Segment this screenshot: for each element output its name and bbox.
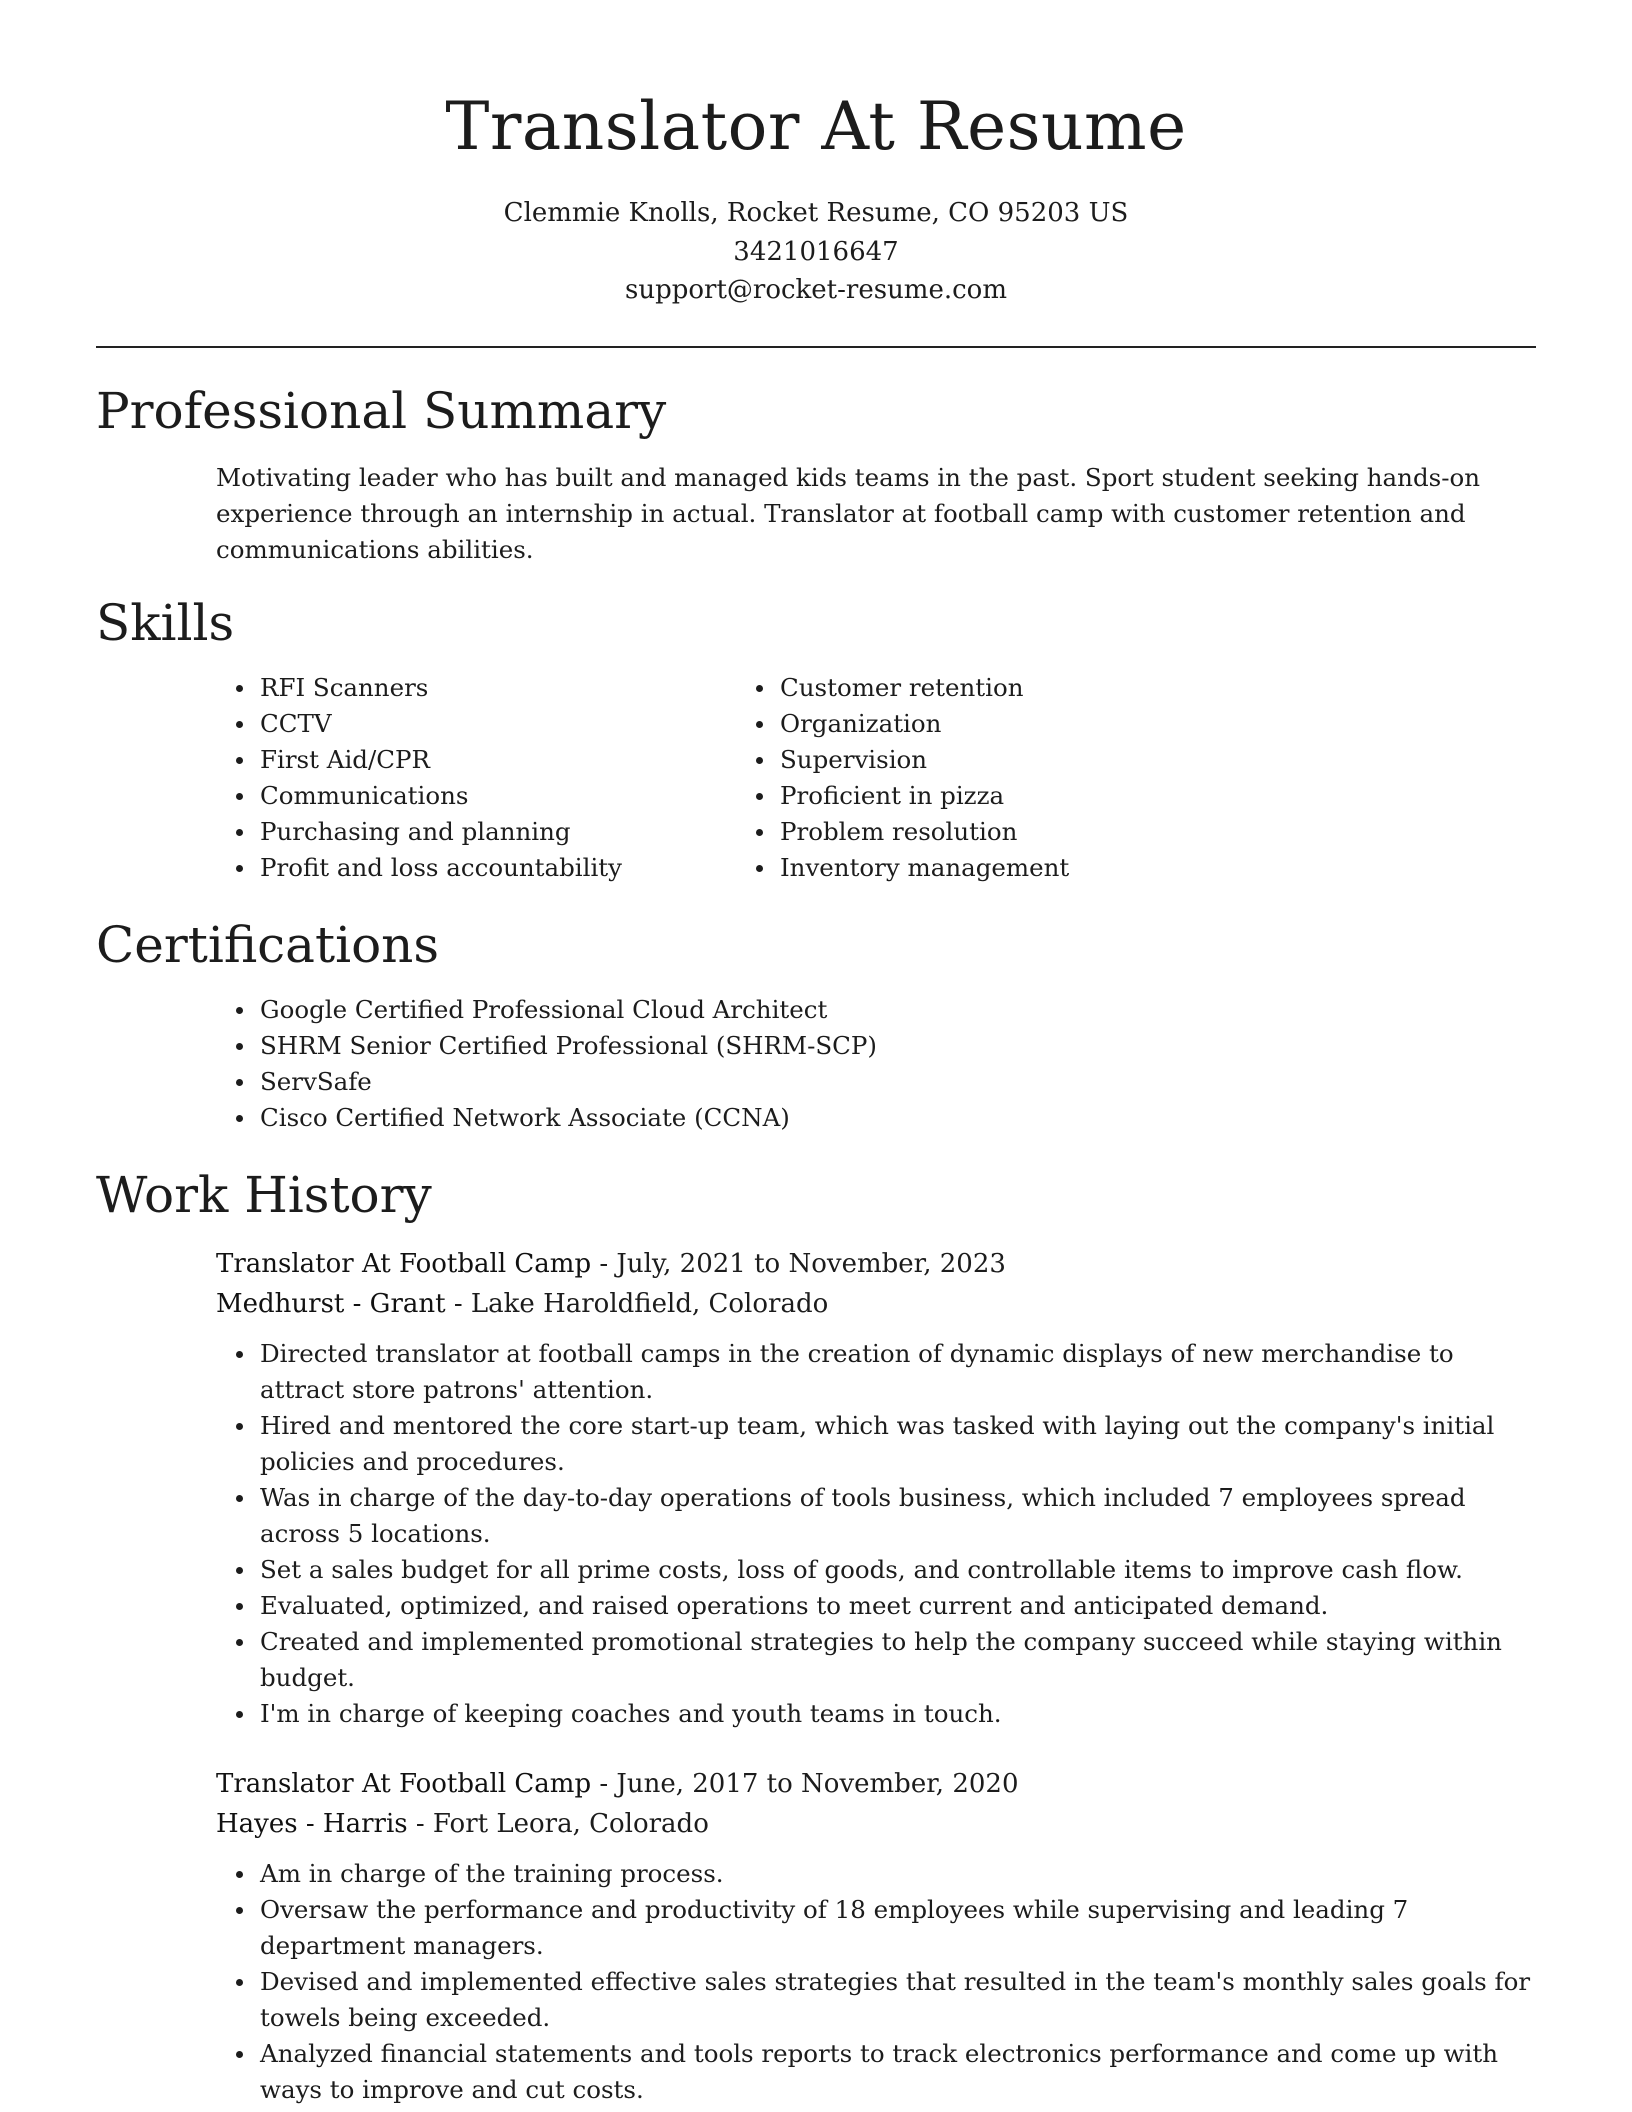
job-company: Hayes - Harris [216, 1808, 408, 1839]
certifications-list [96, 992, 1536, 1136]
skill-item: Communications [96, 778, 746, 814]
job-bullet: Created and implemented promotional strategies to help the company succeed while staying within budget. [96, 1624, 1536, 1696]
certification-item: SHRM Senior Certified Professional (SHRM-SCP) [96, 1028, 1536, 1064]
skill-item: Inventory management [746, 850, 1386, 886]
work-heading: Work History [96, 1165, 432, 1224]
skill-item: Supervision [746, 742, 1386, 778]
job-bullet: Was in charge of the day-to-day operations of tools business, which included 7 employees spread across 5 locations. [96, 1480, 1536, 1552]
job-bullet: Am in charge of the training process. [96, 1856, 1536, 1892]
job-bullet: I'm in charge of keeping coaches and youth teams in touch. [96, 1696, 1536, 1732]
skill-item: RFI Scanners [96, 670, 746, 706]
job-bullet: Oversaw the performance and productivity of 18 employees while supervising and leading 7 department managers. [96, 1892, 1536, 1964]
job-company-line [216, 1284, 1536, 1324]
skill-item: CCTV [96, 706, 746, 742]
contact-address: Clemmie Knolls, Rocket Resume, CO 95203 US [503, 198, 1129, 228]
skills-list-left [96, 670, 746, 886]
skill-item: First Aid/CPR [96, 742, 746, 778]
contact-email: support@rocket-resume.com [624, 275, 1007, 305]
job-location: - Lake Haroldfield, Colorado [445, 1288, 829, 1319]
work-section [96, 1164, 1536, 2108]
job-company-line [216, 1804, 1536, 1844]
job-title-line [216, 1244, 1536, 1284]
resume-header [96, 0, 1536, 310]
skill-item: Purchasing and planning [96, 814, 746, 850]
header-divider [96, 346, 1536, 348]
certification-item: Cisco Certified Network Associate (CCNA) [96, 1100, 1536, 1136]
skill-item: Problem resolution [746, 814, 1386, 850]
skills-columns [96, 670, 1536, 886]
skills-column-right [746, 670, 1386, 886]
job-bullets [96, 1336, 1536, 1732]
skill-item: Organization [746, 706, 1386, 742]
job-title-line [216, 1764, 1536, 1804]
certification-item: ServSafe [96, 1064, 1536, 1100]
skill-item: Proficient in pizza [746, 778, 1386, 814]
job-bullet: Devised and implemented effective sales strategies that resulted in the team's monthly sales goals for towels being exceeded. [96, 1964, 1536, 2036]
certification-item: Google Certified Professional Cloud Architect [96, 992, 1536, 1028]
job-position: Translator At Football Camp [216, 1768, 592, 1799]
contact-block [96, 194, 1536, 310]
job-bullet: Set a sales budget for all prime costs, loss of goods, and controllable items to improve cash flow. [96, 1552, 1536, 1588]
certifications-heading: Certifications [96, 915, 440, 974]
summary-text: Motivating leader who has built and managed kids teams in the past. Sport student seeking hands-on experience through an internship in actual. Translator at football camp with customer retention and communications abilities. [216, 462, 1481, 564]
summary-heading: Professional Summary [96, 381, 667, 440]
summary-section [96, 380, 1536, 568]
job-bullet: Hired and mentored the core start-up team, which was tasked with laying out the company's initial policies and procedures. [96, 1408, 1536, 1480]
skills-section [96, 592, 1536, 886]
certifications-section [96, 914, 1536, 1136]
job-bullet: Evaluated, optimized, and raised operations to meet current and anticipated demand. [96, 1588, 1536, 1624]
job-company: Medhurst - Grant [216, 1288, 446, 1319]
job-entry [96, 1764, 1536, 2108]
skills-list-right [746, 670, 1386, 886]
skill-item: Customer retention [746, 670, 1386, 706]
resume-name: Translator At Resume [445, 88, 1187, 165]
skills-heading: Skills [96, 593, 235, 652]
job-bullet: Analyzed financial statements and tools reports to track electronics performance and come up with ways to improve and cut costs. [96, 2036, 1536, 2108]
job-bullets [96, 1856, 1536, 2108]
skills-column-left [96, 670, 746, 886]
job-dates: - June, 2017 to November, 2020 [591, 1768, 1019, 1799]
job-location: - Fort Leora, Colorado [407, 1808, 709, 1839]
job-entry [96, 1244, 1536, 1732]
job-bullet: Directed translator at football camps in the creation of dynamic displays of new merchandise to attract store patrons' attention. [96, 1336, 1536, 1408]
job-dates: - July, 2021 to November, 2023 [591, 1248, 1006, 1279]
contact-phone: 3421016647 [733, 236, 899, 267]
job-position: Translator At Football Camp [216, 1248, 592, 1279]
skill-item: Profit and loss accountability [96, 850, 746, 886]
